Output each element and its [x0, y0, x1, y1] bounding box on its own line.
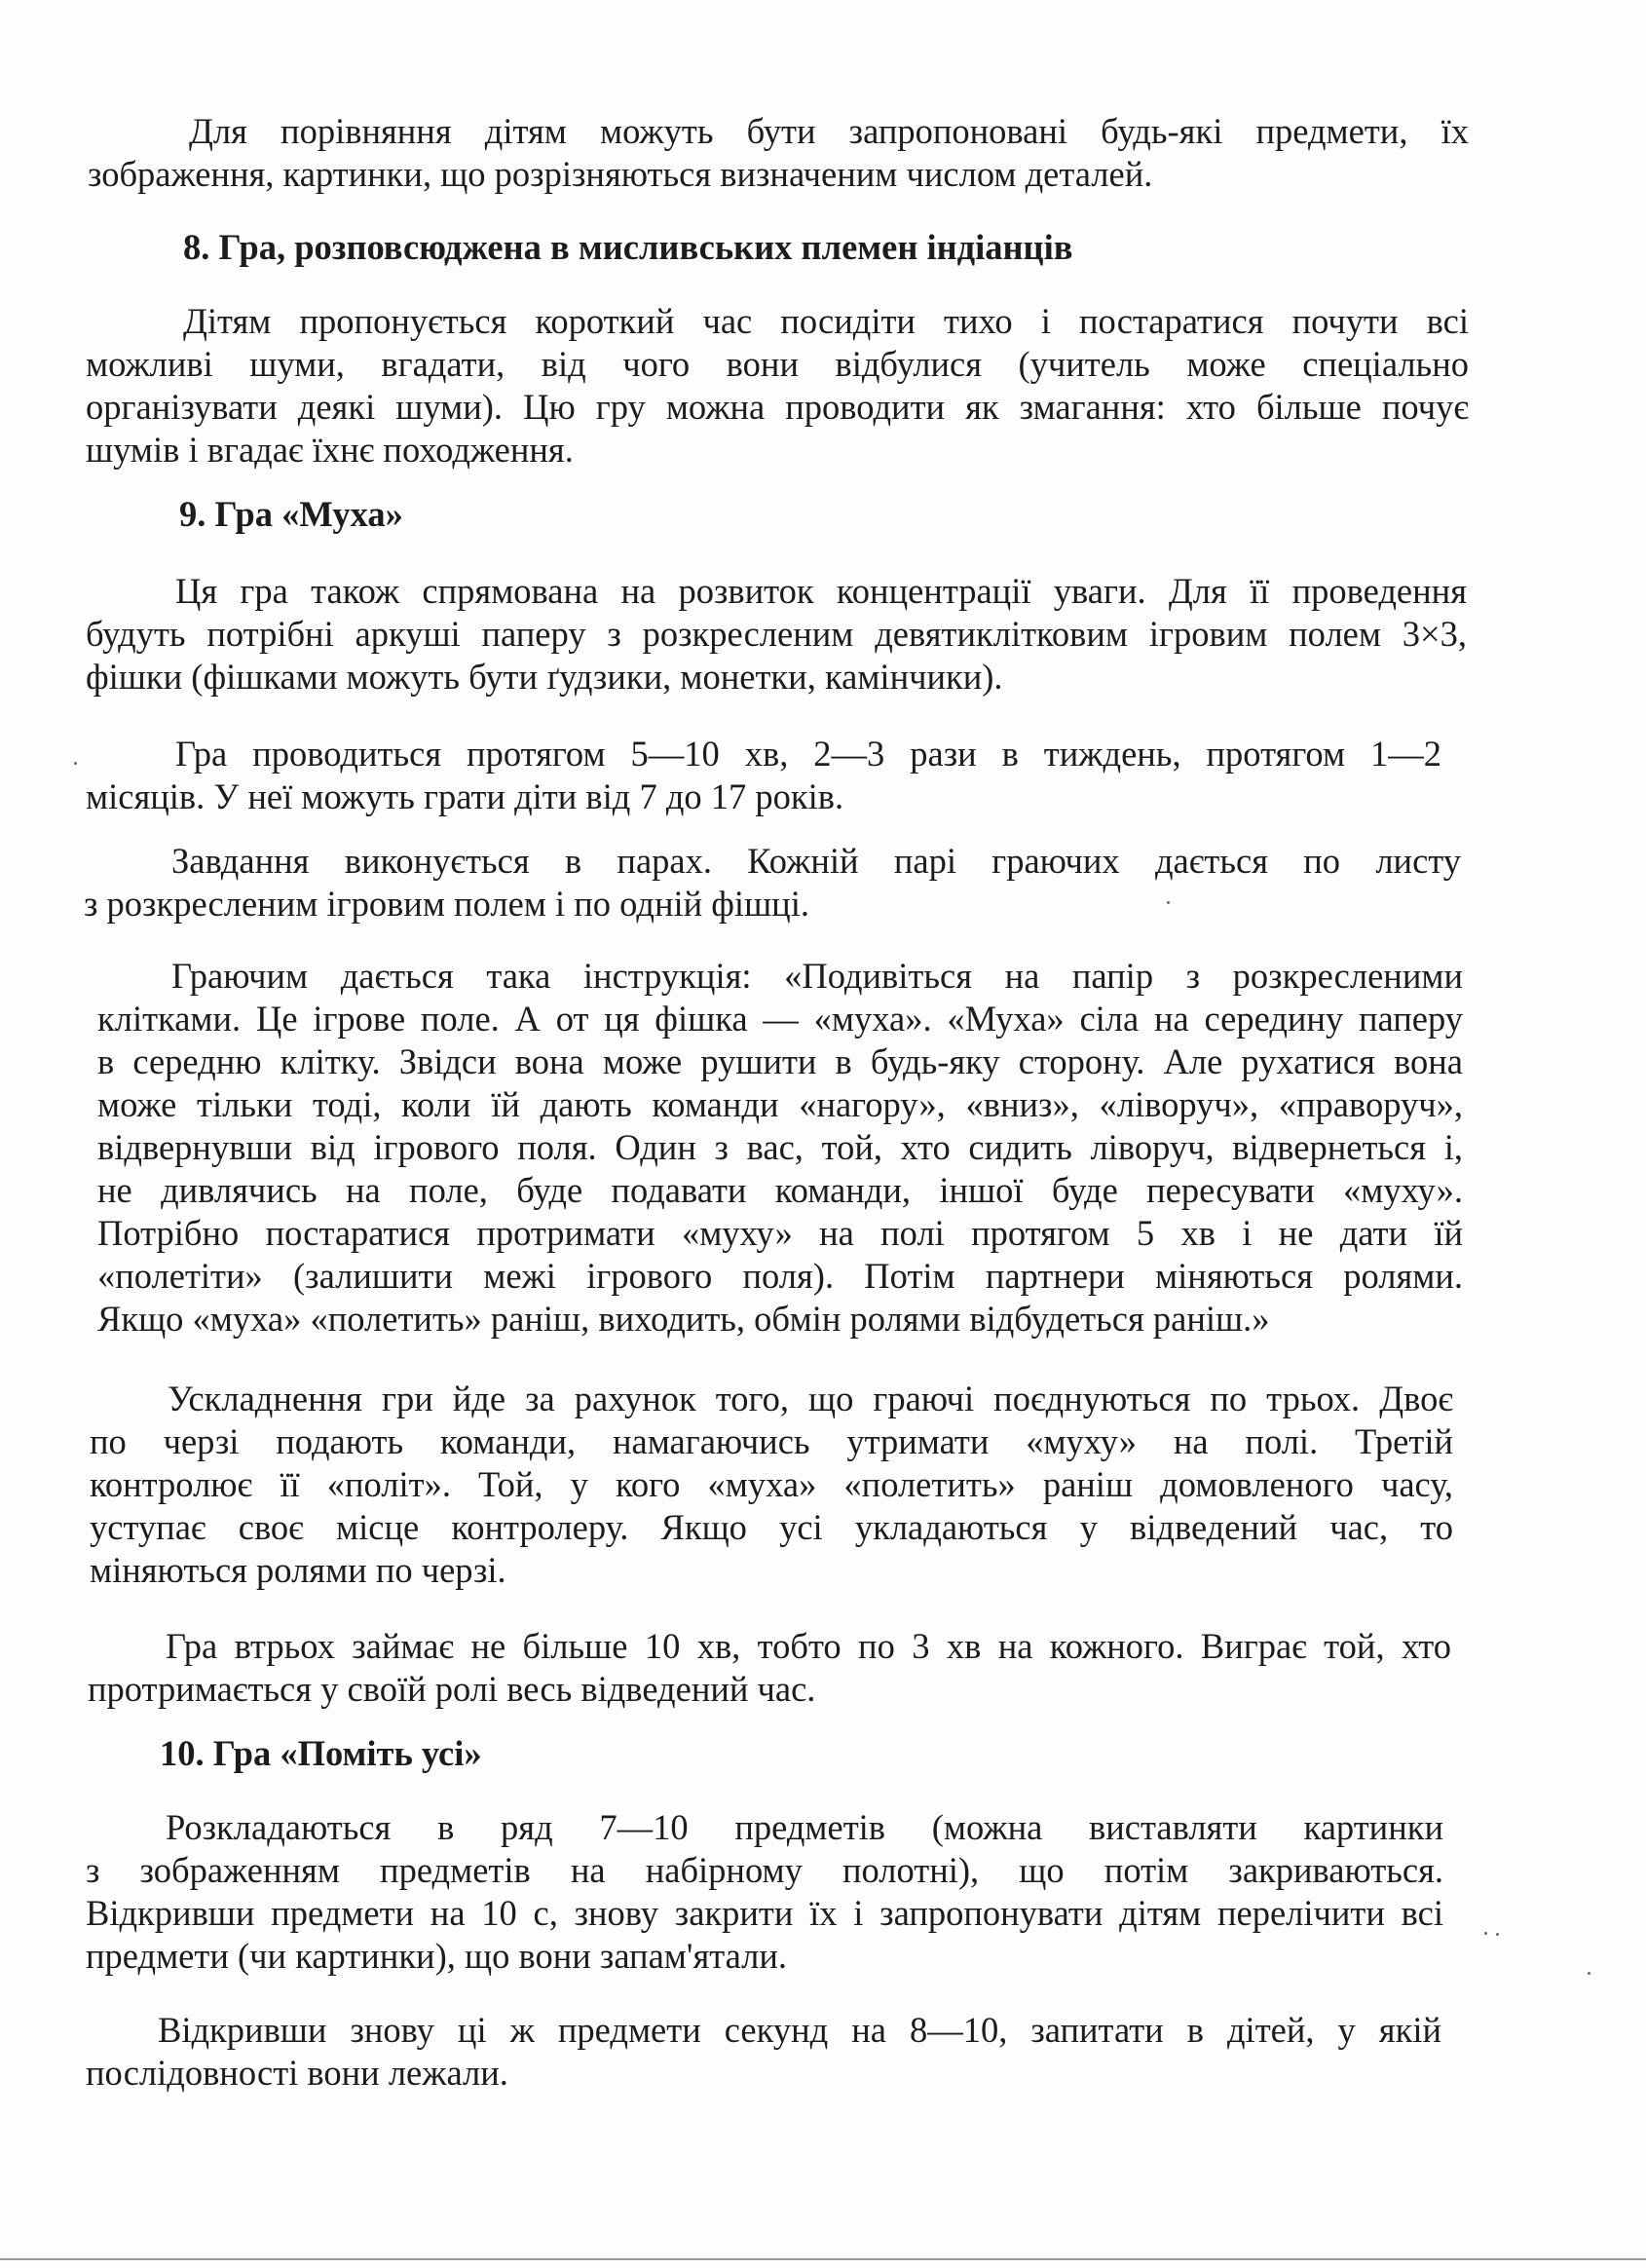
text-line: організувати деякі шуми). Цю гру можна проводити як змагання: хто більше почує	[86, 387, 1469, 427]
text-line: Для порівняння дітям можуть бути запропоновані будь-які предмети, їх	[189, 111, 1469, 151]
paragraph	[86, 1806, 1443, 1978]
text-line: Ця гра також спрямована на розвиток концентрації уваги. Для її проведення	[175, 571, 1467, 611]
text-line: з розкресленим ігровим полем і по одній фішці.	[84, 884, 809, 924]
scan-speck	[74, 762, 77, 765]
text-line: Гра проводиться протягом 5—10 хв, 2—3 рази в тиждень, протягом 1—2	[175, 734, 1441, 774]
text-line: клітками. Це ігрове поле. А от ця фішка — «муха». «Муха» сіла на середину паперу	[97, 999, 1463, 1039]
paragraph	[86, 733, 1441, 818]
text-line: місяців. У неї можуть грати діти від 7 до 17 років.	[86, 776, 844, 816]
text-line: Завдання виконується в парах. Кожній парі граючих дається по листу	[171, 841, 1461, 881]
paragraph	[86, 300, 1469, 472]
text-line: шумів і вгадає їхнє походження.	[86, 430, 574, 470]
scan-edge-line	[0, 2258, 1646, 2260]
scan-speck	[1167, 901, 1170, 904]
text-line: «полетіти» (залишити межі ігрового поля). Потім партнери міняються ролями.	[97, 1256, 1463, 1296]
section-heading: 10. Гра «Поміть усі»	[160, 1733, 482, 1773]
text-line: фішки (фішками можуть бути ґудзики, монетки, камінчики).	[86, 657, 1003, 697]
section-heading: 9. Гра «Муха»	[179, 494, 403, 534]
paragraph	[88, 110, 1469, 196]
paragraph	[88, 1625, 1451, 1711]
section-heading: 8. Гра, розповсюджена в мисливських племен індіанців	[183, 227, 1073, 267]
text-line: Якщо «муха» «полетить» раніш, виходить, обмін ролями відбудеться раніш.»	[97, 1299, 1270, 1339]
text-line: зображення, картинки, що розрізняються визначеним числом деталей.	[88, 154, 1153, 194]
text-line: контролює її «політ». Той, у кого «муха» «полетить» раніш домовленого часу,	[90, 1464, 1453, 1504]
text-line: по черзі подають команди, намагаючись утримати «муху» на полі. Третій	[90, 1421, 1453, 1461]
text-line: Дітям пропонується короткий час посидіти тихо і постаратися почути всі	[183, 301, 1469, 341]
text-line: з зображенням предметів на набірному полотні), що потім закриваються.	[86, 1850, 1443, 1890]
text-line: Потрібно постаратися протримати «муху» на полі протягом 5 хв і не дати їй	[97, 1213, 1463, 1253]
text-line: Розкладаються в ряд 7—10 предметів (можна виставляти картинки	[166, 1807, 1443, 1847]
paragraph	[86, 570, 1467, 699]
text-line: в середню клітку. Звідси вона може рушити в будь-яку сторону. Але рухатися вона	[97, 1041, 1463, 1081]
text-line: Ускладнення гри йде за рахунок того, що граючі поєднуються по трьох. Двоє	[168, 1379, 1453, 1418]
text-line: відвернувши від ігрового поля. Один з вас, той, хто сидить ліворуч, відвернеться і,	[97, 1127, 1463, 1167]
scan-speck	[1484, 1932, 1487, 1935]
text-line: Відкривши предмети на 10 с, знову закрити їх і запропонувати дітям перелічити всі	[86, 1893, 1443, 1933]
text-line: предмети (чи картинки), що вони запам'ятали.	[86, 1936, 788, 1976]
text-line: будуть потрібні аркуші паперу з розкресленим девятиклітковим ігровим полем 3×3,	[86, 614, 1467, 654]
text-line: уступає своє місце контролеру. Якщо усі укладаються у відведений час, то	[90, 1507, 1453, 1547]
text-line: може тільки тоді, коли їй дають команди «нагору», «вниз», «ліворуч», «праворуч»,	[97, 1084, 1463, 1124]
text-line: не дивлячись на поле, буде подавати команди, іншої буде пересувати «муху».	[97, 1170, 1463, 1210]
scan-speck	[1496, 1933, 1499, 1936]
paragraph	[86, 2009, 1441, 2095]
text-line: Граючим дається така інструкція: «Подивіться на папір з розкресленими	[171, 956, 1463, 996]
text-line: послідовності вони лежали.	[86, 2053, 508, 2093]
paragraph	[84, 840, 1461, 926]
text-line: протримається у своїй ролі весь відведений час.	[88, 1669, 816, 1709]
text-line: Гра втрьох займає не більше 10 хв, тобто по 3 хв на кожного. Виграє той, хто	[166, 1626, 1451, 1666]
paragraph	[97, 955, 1463, 1341]
text-line: Відкривши знову ці ж предмети секунд на 8—10, запитати в дітей, у якій	[158, 2010, 1441, 2050]
scan-speck	[1588, 1972, 1590, 1975]
paragraph	[90, 1378, 1453, 1592]
text-line: міняються ролями по черзі.	[90, 1550, 506, 1590]
text-line: можливі шуми, вгадати, від чого вони відбулися (учитель може спеціально	[86, 344, 1469, 384]
